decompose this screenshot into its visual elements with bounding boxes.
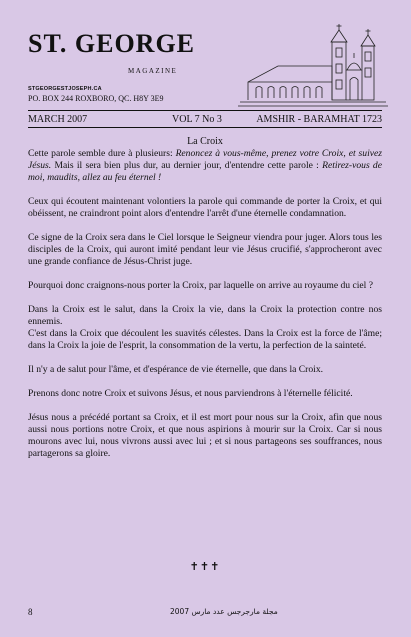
paragraph-7: Il n'y a de salut pour l'âme, et d'espérance de vie éternelle, que dans la Croix. (28, 364, 324, 375)
footer-arabic-issue: مجلة مارجرجس عدد مارس 2007 (170, 607, 278, 616)
page-number: 8 (28, 607, 33, 617)
paragraph-3: Ce signe de la Croix sera dans le Ciel lorsque le Seigneur viendra pour juger. Alors tous les disciples de la Croix, qui auront imité pendant leur vie Jésus crucifié, s'approcheront avec une grande confiance de Jésus-Christ juge. (28, 232, 382, 267)
website: STGEORGESTJOSEPH.CA (28, 86, 102, 92)
header-rule-top (28, 110, 382, 111)
emphasis-quote-1: Renoncez à vous-même, prenez votre Croix, et suivez Jésus. (28, 148, 382, 171)
article-title: La Croix (187, 136, 223, 147)
paragraph-5: Dans la Croix est le salut, dans la Croix la vie, dans la Croix la protection contre nos ennemis. (28, 304, 382, 327)
paragraph-2: Ceux qui écoutent maintenant volontiers la parole qui commande de porter la Croix, et qui obéissent, ne craindront point alors d'entendre l'arrêt d'une éternelle condamnation. (28, 196, 382, 219)
page-footer (28, 607, 382, 619)
church-illustration (238, 20, 388, 108)
issue-date: MARCH 2007 (28, 114, 88, 125)
paragraph-9: Jésus nous a précédé portant sa Croix, et il est mort pour nous sur la Croix, afin que nous aussi nous portions notre Croix, et que nous aspirions à mourir sur la Croix. Car si nous mourons avec lui, nous vivrons aussi avec lui ; et si nous partageons ses souffrances, nous partagerons sa gloire. (28, 412, 382, 459)
paragraph-4: Pourquoi donc craignons-nous porter la Croix, par laquelle on arrive au royaume du ciel ? (28, 280, 374, 291)
paragraph-8: Prenons donc notre Croix et suivons Jésus, et nous parviendrons à l'éternelle félicité. (28, 388, 353, 399)
article-body (28, 148, 382, 472)
postal-address: PO. BOX 244 ROXBORO, QC. H8Y 3E9 (28, 94, 164, 103)
three-crosses-icon: ✝✝✝ (189, 561, 221, 573)
emphasis-quote-2: Retirez-vous de moi, maudits, allez au feu éternel ! (28, 160, 382, 183)
paragraph-6: C'est dans la Croix que découlent les suavités célestes. Dans la Croix est la force de l'âme; dans la Croix la joie de l'esprit, la consommation de la vertu, la perfection de la sainteté. (28, 328, 382, 351)
issue-info-bar (28, 114, 382, 126)
paragraph-1: Cette parole semble dure à plusieurs: Renoncez à vous-même, prenez votre Croix, et suivez Jésus. Mais il sera bien plus dur, au dernier jour, d'entendre cette parole : Retirez-vous de moi, maudits, allez au feu éternel ! (28, 148, 382, 183)
masthead (28, 29, 268, 103)
header-rule-bottom (28, 127, 382, 128)
issue-volume: VOL 7 No 3 (172, 114, 222, 125)
coptic-months: AMSHIR - BARAMHAT 1723 (256, 114, 382, 125)
magazine-subtitle: MAGAZINE (128, 67, 178, 75)
magazine-title: ST. GEORGE (28, 29, 196, 58)
